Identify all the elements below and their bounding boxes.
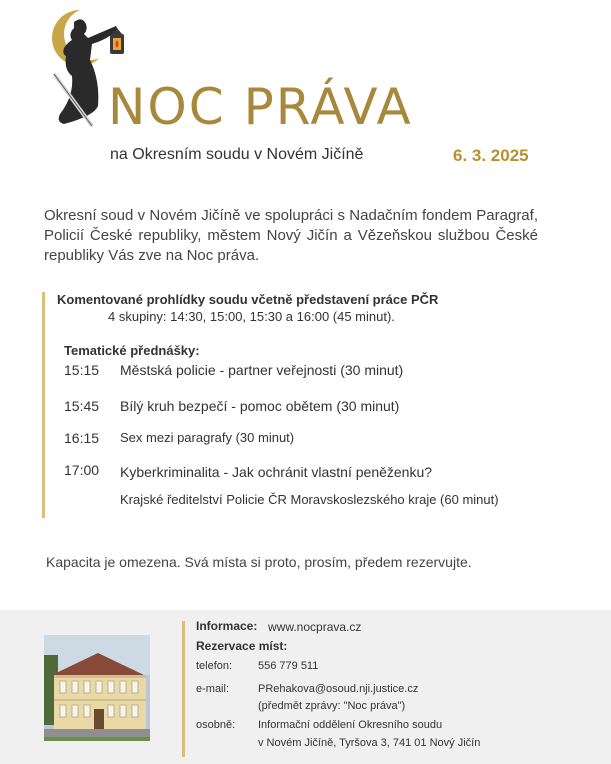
talk-title: Kyberkriminalita - Jak ochránit vlastní peněženku? xyxy=(120,464,433,480)
phone-number[interactable]: 556 779 511 xyxy=(258,660,319,672)
capacity-note: Kapacita je omezena. Svá místa si proto, prosím, předem rezervujte. xyxy=(46,554,472,570)
intro-paragraph: Okresní soud v Novém Jičíně ve spolupráci s Nadačním fondem Paragraf, Policií České republiky, městem Nový Jičín a Vězeňskou službou České republiky Vás zve na Noc práva. xyxy=(44,207,538,264)
page-title: NOC PRÁVA xyxy=(108,78,413,136)
reservation-label: Rezervace míst: xyxy=(196,639,288,653)
footer-accent-bar xyxy=(182,621,185,757)
talk-title: Bílý kruh bezpečí - pomoc obětem (30 minut) xyxy=(120,398,400,414)
person-line-2: v Novém Jičíně, Tyršova 3, 741 01 Nový Jičín xyxy=(258,737,481,749)
info-label: Informace: xyxy=(196,619,258,633)
email-note: (předmět zprávy: "Noc práva") xyxy=(258,700,406,712)
info-url[interactable]: www.nocprava.cz xyxy=(268,620,362,634)
talk-detail: Krajské ředitelství Policie ČR Moravskoslezského kraje (60 minut) xyxy=(120,492,499,507)
person-line-1: Informační oddělení Okresního soudu xyxy=(258,719,443,731)
email-label: e-mail: xyxy=(196,683,230,695)
talk-time: 17:00 xyxy=(64,462,100,478)
talks-heading: Tematické přednášky: xyxy=(64,343,200,358)
talk-title: Městská policie - partner veřejnosti (30 minut) xyxy=(120,362,404,378)
person-label: osobně: xyxy=(196,719,236,731)
phone-label: telefon: xyxy=(196,660,233,672)
talk-time: 15:15 xyxy=(64,362,100,378)
tours-heading: Komentované prohlídky soudu včetně představení práce PČR xyxy=(57,292,439,307)
courthouse-photo xyxy=(44,635,150,741)
program-accent-bar xyxy=(42,292,45,518)
event-date: 6. 3. 2025 xyxy=(453,146,529,165)
event-subtitle: na Okresním soudu v Novém Jičíně xyxy=(110,146,364,163)
talk-time: 15:45 xyxy=(64,398,100,414)
email-address[interactable]: PRehakova@osoud.nji.justice.cz xyxy=(258,683,419,695)
tours-schedule: 4 skupiny: 14:30, 15:00, 15:30 a 16:00 (45 minut). xyxy=(108,309,395,324)
talk-title: Sex mezi paragrafy (30 minut) xyxy=(120,430,295,445)
talk-time: 16:15 xyxy=(64,430,100,446)
